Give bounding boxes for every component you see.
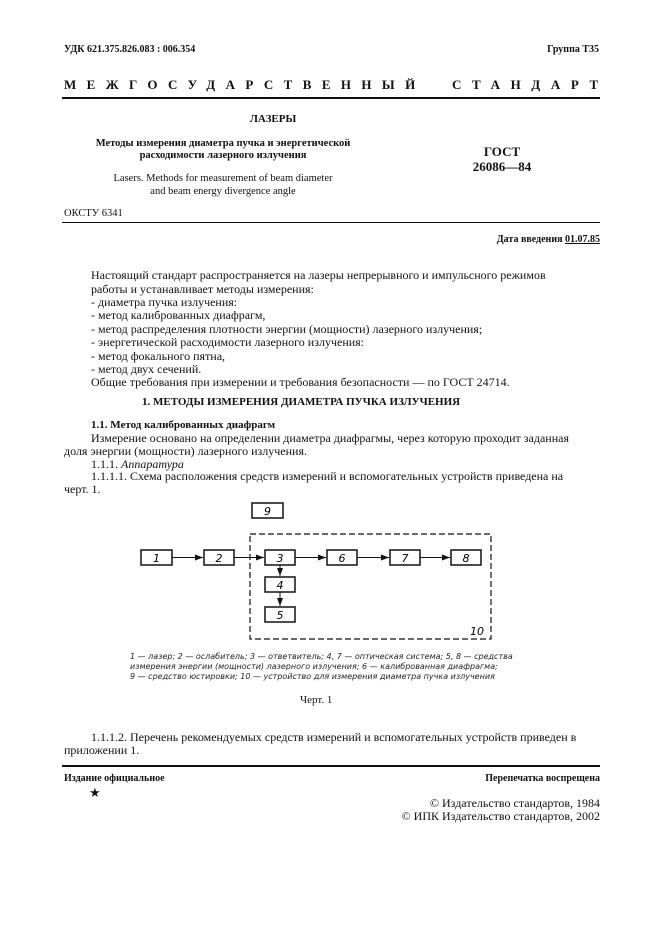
doc-heading: ЛАЗЕРЫ bbox=[249, 113, 297, 125]
block-label-5: 5 bbox=[276, 609, 284, 622]
title-en-line1: Lasers. Methods for measurement of beam diameter bbox=[113, 173, 333, 184]
title-ru-line1: Методы измерения диаметра пучка и энергетической bbox=[95, 138, 351, 149]
legend-line1: 1 — лазер; 2 — ослабитель; 3 — ответвитель; 4, 7 — оптическая система; 5, 8 — средства bbox=[130, 652, 513, 661]
general-requirements: Общие требования при измерении и требования безопасности — по ГОСТ 24714. bbox=[91, 375, 510, 389]
block-label-3: 3 bbox=[276, 552, 284, 565]
intro-date-label: Дата введения bbox=[496, 234, 563, 245]
intro-p1-line2: работы и устанавливает методы измерения: bbox=[91, 282, 314, 296]
oksty-code: ОКСТУ 6341 bbox=[64, 208, 123, 219]
star-icon: ★ bbox=[89, 785, 101, 800]
block-optics-7 bbox=[390, 550, 420, 565]
official-edition: Издание официальное bbox=[64, 773, 165, 784]
intro-p1-line1: Настоящий стандарт распространяется на лазеры непрерывного и импульсного режимов bbox=[91, 268, 546, 282]
group-code: Группа Т35 bbox=[547, 44, 599, 55]
block-energy-meter-8 bbox=[451, 550, 481, 565]
intro-date-value: 01.07.85 bbox=[565, 234, 600, 245]
block-label-7: 7 bbox=[401, 552, 409, 565]
s1112-line2: приложении 1. bbox=[64, 743, 140, 757]
footer-rule bbox=[62, 765, 600, 767]
figure-label: Черт. 1 bbox=[300, 694, 333, 706]
banner-interstate: МЕЖГОСУДАРСТВЕННЫЙ bbox=[64, 77, 426, 92]
gost-number: 26086—84 bbox=[472, 159, 532, 174]
udk-code: УДК 621.375.826.083 : 006.354 bbox=[64, 44, 196, 55]
list-item: - метод распределения плотности энергии (мощности) лазерного излучения; bbox=[91, 321, 483, 336]
s111-number: 1.1.1. bbox=[91, 457, 118, 471]
block-alignment bbox=[252, 503, 283, 518]
block-label-6: 6 bbox=[338, 552, 346, 565]
figure-legend bbox=[130, 652, 513, 682]
block-label-10: 10 bbox=[470, 625, 484, 638]
subsection-heading: 1.1. Метод калиброванных диафрагм bbox=[91, 419, 276, 431]
block-label-1: 1 bbox=[153, 552, 160, 565]
block-label-2: 2 bbox=[215, 552, 223, 565]
block-splitter bbox=[265, 550, 295, 565]
legend-line3: 9 — средство юстировки; 10 — устройство для измерения диаметра пучка излучения bbox=[130, 672, 495, 681]
title-en-line2: and beam energy divergence angle bbox=[150, 185, 296, 197]
block-label-9: 9 bbox=[264, 505, 271, 518]
copyright-1984: © Издательство стандартов, 1984 bbox=[429, 796, 600, 810]
s111-title: Аппаратура bbox=[121, 457, 184, 471]
s1111-line2: черт. 1. bbox=[64, 482, 101, 496]
block-laser bbox=[141, 550, 172, 565]
list-item: - метод калиброванных диафрагм, bbox=[91, 308, 266, 323]
list-item: - энергетической расходимости лазерного излучения: bbox=[91, 335, 365, 350]
s11-line2: доля энергии (мощности) лазерного излучения. bbox=[64, 444, 307, 458]
block-diaphragm bbox=[327, 550, 357, 565]
block-label-8: 8 bbox=[462, 552, 470, 565]
block-label-4: 4 bbox=[276, 579, 284, 592]
s11-line1: Измерение основано на определении диаметра диафрагмы, через которую проходит заданная bbox=[91, 431, 569, 445]
gost-label: ГОСТ bbox=[483, 144, 521, 159]
list-item: - метод фокального пятна, bbox=[91, 348, 226, 363]
title-ru-line2: расходимости лазерного излучения bbox=[139, 150, 307, 161]
reprint-prohibited: Перепечатка воспрещена bbox=[485, 773, 600, 784]
legend-line2: измерения энергии (мощности) лазерного излучения; 6 — калиброванная диафрагма; bbox=[130, 662, 498, 671]
list-item: - метод двух сечений. bbox=[91, 362, 202, 377]
banner-standard: СТАНДАРТ bbox=[452, 77, 609, 92]
s1111-line1: 1.1.1.1. Схема расположения средств измерений и вспомогательных устройств приведена на bbox=[91, 469, 564, 483]
list-item: - диаметра пучка излучения: bbox=[91, 295, 238, 309]
block-attenuator bbox=[204, 550, 234, 565]
block-energy-meter-5 bbox=[265, 607, 295, 622]
section1-heading: 1. МЕТОДЫ ИЗМЕРЕНИЯ ДИАМЕТРА ПУЧКА ИЗЛУЧЕНИЯ bbox=[142, 396, 461, 408]
block-optics-4 bbox=[265, 577, 295, 592]
copyright-2002: © ИПК Издательство стандартов, 2002 bbox=[401, 809, 600, 823]
s1112-line1: 1.1.1.2. Перечень рекомендуемых средств измерений и вспомогательных устройств приведен в bbox=[91, 730, 577, 744]
